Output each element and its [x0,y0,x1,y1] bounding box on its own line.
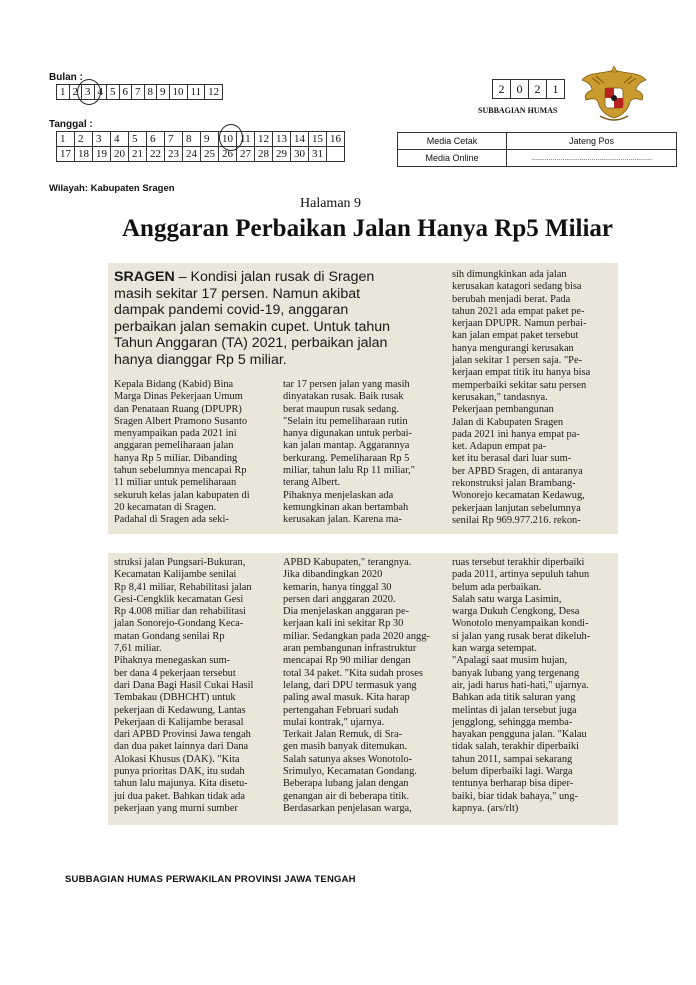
article-line: pekerjaan di Kedawung, Lantas [114,704,246,716]
article-line: struksi jalan Pungsari-Bukuran, [114,557,246,568]
grid-cell: 7 [165,132,183,147]
article-line: berubah menjadi berat. Pada [452,293,571,305]
article-clipping-top [108,263,618,534]
article-line: dari Dana Bagi Hasil Cukai Hasil [114,679,254,691]
article-line: 7,61 miliar. [114,643,162,655]
article-line: ket itu berasal dari luar sum- [452,453,572,465]
article-line: kan warga setempat. [452,643,537,655]
article-line: Srimulyo, Kecamatan Gondang. [283,766,417,778]
grid-cell: 27 [237,147,255,162]
article-line: kan jalan mantap. Aggarannya [283,440,410,452]
article-line: Alokasi Khusus (DAK). "Kita [114,753,240,765]
article-line: mencapai Rp 90 miliar dengan [283,655,411,667]
dateline: SRAGEN [114,269,175,285]
article-line: Bahkan ada titik saluran yang [452,692,576,704]
article-line: tahun sebelumnya mencapai Rp [114,465,247,477]
article-line: "Apalagi saat musim hujan, [452,655,568,667]
article-line: paling awal masuk. Kita harap [283,692,410,704]
grid-cell: 18 [75,147,93,162]
article-line: jalan Sonorejo-Gondang Keca- [114,618,244,630]
article-line: rekonstruksi jalan Brambang- [452,478,576,490]
article-line: tar 17 persen jalan yang masih [283,379,410,390]
grid-cell: 9 [157,85,170,100]
lead-line: Tahun Anggaran (TA) 2021, perbaikan jalan [114,335,388,352]
tanggal-label: Tanggal : [49,119,93,130]
article-line: hanya Rp 5 miliar. Dibanding [114,452,238,464]
article-line: kan jalan empat paket tersebut [452,330,579,342]
article-line: Pihaknya menegaskan sum- [114,655,231,667]
article-line: air, jadi harus hati-hati," ujarnya. [452,679,589,691]
article-line: jui dua paket. Bahkan tidak ada [114,790,245,802]
grid-cell: 4 [94,85,107,100]
article-line: kerjaan empat titik itu hanya bisa [452,367,591,379]
article-line: pekerjaan yang murni sumber [114,802,238,814]
article-line: Sragen Albert Pramono Susanto [114,415,248,427]
media-cetak-label: Media Cetak [398,133,507,150]
article-line: Berdasarkan penjelasan warga, [283,802,412,814]
grid-cell: 8 [144,85,157,100]
article-line: si jalan yang rusak berat dikeluh- [452,630,591,642]
article-line: "Selain itu pemeliharaan rutin [283,415,408,427]
headline: Anggaran Perbaikan Jalan Hanya Rp5 Miliar [122,215,614,242]
grid-cell: 5 [129,132,147,147]
article-column [114,557,274,815]
grid-cell: 11 [187,85,205,100]
article-line: Rp 4.008 miliar dan rehabilitasi [114,606,246,618]
grid-cell: 26 [219,147,237,162]
article-line: belum diperbaiki lagi. Warga [452,766,573,778]
article-line: tahun 2021 ada empat paket pe- [452,305,585,317]
article-line: Jika dibandingkan 2020 [283,569,383,581]
selected-month-circle [77,79,101,105]
article-line: tahun 2011, sampai sekarang [452,753,573,765]
article-line: senilai Rp 969.977.216. rekon- [452,514,581,526]
article-line: tentunya berharap bisa diper- [452,778,574,790]
article-line: hanya mengurangi kerusakan [452,342,574,354]
article-line: banyak lubang yang tergenang [452,667,580,679]
article-line: Wonorejo kecamatan Kedawug, [452,490,585,502]
article-line: Marga Dinas Pekerjaan Umum [114,391,243,403]
grid-cell: 7 [132,85,145,100]
article-line: persen dari anggaran 2020. [283,593,396,605]
article-line: jengglong, sehingga memba- [452,716,573,728]
grid-cell: 4 [111,132,129,147]
grid-cell: 31 [309,147,327,162]
year-digit: 1 [547,80,565,99]
article-column [283,557,445,815]
lead-line: dampak pandemi covid-19, anggaran [114,302,349,319]
department-label: SUBBAGIAN HUMAS [478,106,558,115]
media-online-value: .............................................................. [507,150,677,167]
article-line: Kecamatan Kalijambe senilai [114,569,237,581]
article-line: menyampaikan pada 2021 ini [114,428,237,440]
article-line: kerjaan kali ini sekitar Rp 30 [283,618,404,630]
grid-cell: 2 [69,85,82,100]
article-line: total 34 paket. "Kita sudah proses [283,667,423,679]
lead-line: masih sekitar 17 persen. Namun akibat [114,285,361,302]
article-line: matan Gondang senilai Rp [114,630,225,642]
grid-cell: 19 [93,147,111,162]
grid-cell: 30 [291,147,309,162]
article-line: punya prioritas DAK, itu sudah [114,766,245,778]
article-line: pekerjaan lanjutan sebelumnya [452,502,581,514]
article-line: Padahal di Sragen ada seki- [114,514,229,526]
article-line: kerjaan DPUPR. Namun perbai- [452,318,587,330]
article-line: ber APBD Sragen, di antaranya [452,465,583,477]
article-column [283,379,443,527]
article-line: kemarin, hanya tinggal 30 [283,581,392,593]
grid-cell: 1 [57,85,70,100]
grid-cell: 1 [57,132,75,147]
article-line: pada 2021 ini hanya empat pa- [452,428,580,440]
footer-text: SUBBAGIAN HUMAS PERWAKILAN PROVINSI JAWA TENGAH [65,874,356,885]
article-line: genangan air di beberapa titik. [283,790,410,802]
article-line: terang Albert. [283,477,341,489]
media-cetak-value: Jateng Pos [507,133,677,150]
grid-cell: 29 [273,147,291,162]
article-line: tahun lalu majunya. Kita disetu- [114,778,248,790]
media-online-label: Media Online [398,150,507,167]
article-line: dan Penataan Ruang (DPUPR) [114,403,242,415]
article-line: Wonotolo menyampaikan kondi- [452,618,589,630]
article-line: dinyatakan rusak. Baik rusak [283,391,404,403]
article-line: Kepala Bidang (Kabid) Bina [114,379,234,390]
article-line: Gesi-Cengklik kecamatan Gesi [114,593,244,605]
article-column [452,269,614,527]
grid-cell: 11 [237,132,255,147]
grid-cell: 21 [129,147,147,162]
article-line: baiki, biar tidak bahaya," ung- [452,790,579,802]
article-line: mulai kontrak," ujarnya. [283,716,385,728]
article-line: Jalan di Kabupaten Sragen [452,416,564,428]
grid-cell: 12 [205,85,223,100]
media-table [397,132,677,167]
article-line: APBD Kabupaten," terangnya. [283,557,412,568]
grid-cell: 6 [147,132,165,147]
wilayah-label: Wilayah: Kabupaten Sragen [49,183,175,194]
grid-cell: 20 [111,147,129,162]
article-line: melintas di jalan tersebut juga [452,704,577,716]
grid-cell: 16 [327,132,345,147]
grid-cell: 24 [183,147,201,162]
article-line: kemungkinan akan bertambah [283,501,409,513]
grid-cell [327,147,345,162]
article-line: gen masih banyak ditemukan. [283,741,408,753]
article-line: Salah satunya akses Wonotolo- [283,753,413,765]
grid-cell: 3 [82,85,95,100]
article-lead [114,269,390,369]
article-line: jalan sekitar 1 persen saja. "Pe- [452,355,583,367]
article-line: pada 2011, artinya sepuluh tahun [452,569,590,581]
article-line: miliar. Sedangkan pada 2020 angg- [283,630,430,642]
article-line: kerusakan jalan. Karena ma- [283,514,402,526]
article-line: tidak salah, terakhir diperbaiki [452,741,579,753]
article-line: ket. Adapun empat pa- [452,441,547,453]
year-digit: 2 [493,80,511,99]
article-line: dan dua paket lainnya dari Dana [114,741,249,753]
bulan-label: Bulan : [49,72,83,83]
grid-cell: 8 [183,132,201,147]
article-line: kerusakan," tandasnya. [452,391,548,403]
article-line: kerusakan katagori sedang bisa [452,281,582,293]
article-line: berkurang. Pemeliharaan Rp 5 [283,452,410,464]
article-line: Salah satu warga Lasimin, [452,593,562,605]
lead-line: – Kondisi jalan rusak di Sragen [174,269,375,285]
grid-cell: 10 [169,85,187,100]
article-line: anggaran pemeliharaan jalan [114,440,234,452]
article-line: sekuruh kelas jalan kabupaten di [114,489,250,501]
article-line: Pekerjaan pembangunan [452,404,554,416]
grid-cell: 23 [165,147,183,162]
article-line: memperbaiki sekitar satu persen [452,379,587,391]
article-line: Pekerjaan di Kalijambe berasal [114,716,244,728]
year-digit: 0 [511,80,529,99]
article-line: 11 miliar untuk pemeliharaan [114,477,237,489]
article-line: dari APBD Provinsi Jawa tengah [114,729,251,741]
article-line: 20 kecamatan di Sragen. [114,501,217,513]
article-line: aran pembangunan infrastruktur [283,643,417,655]
grid-cell: 22 [147,147,165,162]
article-line: lelang, dari DPU termasuk yang [283,679,417,691]
article-line: Beberapa lubang jalan dengan [283,778,409,790]
article-line: Tembakau (DBHCHT) untuk [114,692,236,704]
lead-line: perbaikan jalan semakin cupet. Untuk tahun [114,318,391,335]
article-line: hanya digunakan untuk perbai- [283,428,412,440]
article-line: miliar, tahun lalu Rp 11 miliar," [283,465,416,477]
article-line: berat maupun rusak sedang. [283,403,399,415]
grid-cell: 5 [107,85,120,100]
article-column [114,379,274,527]
grid-cell: 12 [255,132,273,147]
article-line: pertengahan Februari sudah [283,704,399,716]
article-line: ber dana 4 pekerjaan tersebut [114,667,236,679]
page-number: Halaman 9 [300,196,362,211]
grid-cell: 3 [93,132,111,147]
grid-cell: 15 [309,132,327,147]
article-line: warga Dukuh Cengkong, Desa [452,606,580,618]
article-line: kapnya. (ars/rlt) [452,802,519,814]
article-line: sih dimungkinkan ada jalan [452,269,567,280]
grid-cell: 6 [119,85,132,100]
year-box [492,79,565,99]
grid-cell: 14 [291,132,309,147]
selected-date-circle [219,124,243,151]
article-clipping-bottom [108,553,618,825]
garuda-emblem-icon [578,64,650,124]
grid-cell: 2 [75,132,93,147]
grid-cell: 10 [219,132,237,147]
grid-cell: 9 [201,132,219,147]
article-line: Terkait Jalan Remuk, di Sra- [283,729,403,741]
article-line: Pihaknya menjelaskan ada [283,489,394,501]
article-line: belum ada perbaikan. [452,581,542,593]
tanggal-grid [56,131,345,162]
article-line: Rp 8,41 miliar, Rehabilitasi jalan [114,581,252,593]
grid-cell: 17 [57,147,75,162]
article-line: hayakan pengguna jalan. "Kalau [452,729,587,741]
article-line: Dia menjelaskan anggaran pe- [283,606,410,618]
year-digit: 2 [529,80,547,99]
article-column [452,557,614,815]
article-line: ruas tersebut terakhir diperbaiki [452,557,585,568]
lead-line: hanya dianggar Rp 5 miliar. [114,351,287,368]
grid-cell: 25 [201,147,219,162]
grid-cell: 13 [273,132,291,147]
grid-cell: 28 [255,147,273,162]
